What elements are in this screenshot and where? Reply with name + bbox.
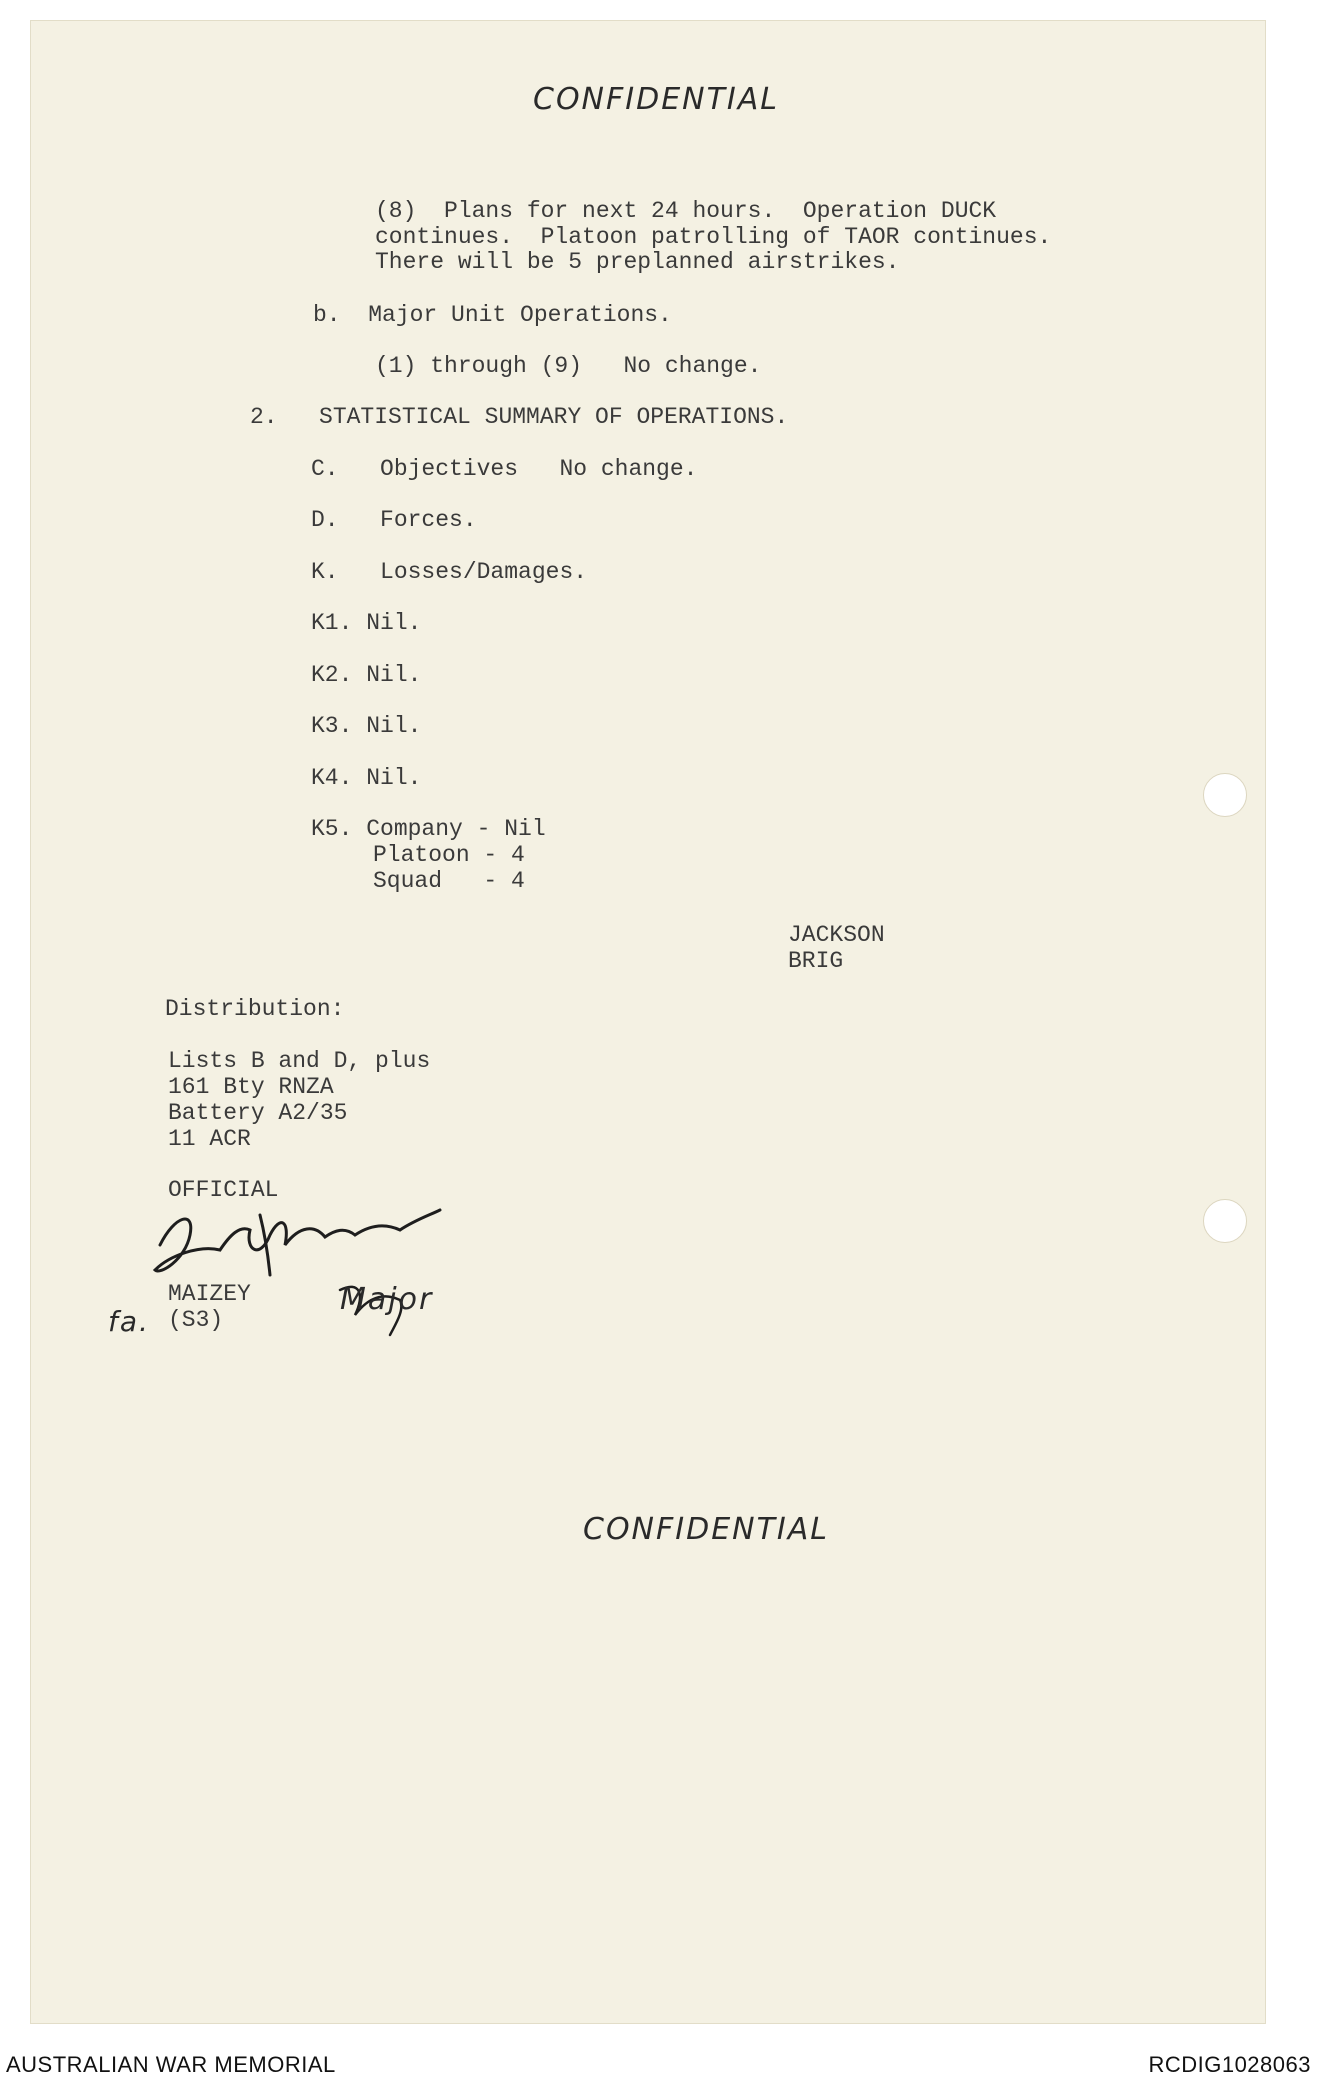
k4-line: K4. Nil. — [311, 765, 422, 791]
item-8-line-2: continues. Platoon patrolling of TAOR continues. — [375, 224, 1052, 250]
losses-line: K. Losses/Damages. — [311, 559, 588, 585]
distribution-line: Battery A2/35 — [168, 1100, 348, 1126]
distribution-line: 161 Bty RNZA — [168, 1074, 334, 1100]
item-8-line-1: (8) Plans for next 24 hours. Operation DUCK — [375, 198, 997, 224]
item-8-line-3: There will be 5 preplanned airstrikes. — [375, 249, 900, 275]
footer-record-id: RCDIG1028063 — [1148, 2052, 1311, 2077]
official-role: (S3) — [168, 1307, 224, 1333]
k5-line-2: Platoon - 4 — [373, 842, 525, 868]
punch-hole — [1203, 1199, 1247, 1243]
section-heading: 2. STATISTICAL SUMMARY OF OPERATIONS. — [250, 404, 789, 430]
major-unit-ops: b. Major Unit Operations. — [313, 302, 672, 328]
distribution-line: Lists B and D, plus — [168, 1048, 431, 1074]
objectives-line: C. Objectives No change. — [311, 456, 698, 482]
signatory-rank: BRIG — [788, 948, 844, 974]
confidential-stamp-bottom: CONFIDENTIAL — [583, 1512, 830, 1547]
signatory-name: JACKSON — [788, 922, 885, 948]
confidential-stamp-top: CONFIDENTIAL — [533, 82, 780, 117]
handwritten-signature — [100, 1175, 460, 1350]
k5-line-1: K5. Company - Nil — [311, 816, 546, 842]
k5-line-3: Squad - 4 — [373, 868, 525, 894]
official-name: MAIZEY — [168, 1281, 251, 1307]
handwritten-fa: fa. — [108, 1305, 150, 1338]
k2-line: K2. Nil. — [311, 662, 422, 688]
footer-archive-name: AUSTRALIAN WAR MEMORIAL — [6, 2052, 336, 2077]
punch-hole — [1203, 773, 1247, 817]
official-label: OFFICIAL — [168, 1177, 279, 1203]
k3-line: K3. Nil. — [311, 713, 422, 739]
distribution-title: Distribution: — [165, 996, 345, 1022]
distribution-line: 11 ACR — [168, 1126, 251, 1152]
handwritten-major: Major — [340, 1282, 434, 1317]
forces-line: D. Forces. — [311, 507, 477, 533]
major-unit-ops-detail: (1) through (9) No change. — [375, 353, 762, 379]
k1-line: K1. Nil. — [311, 610, 422, 636]
